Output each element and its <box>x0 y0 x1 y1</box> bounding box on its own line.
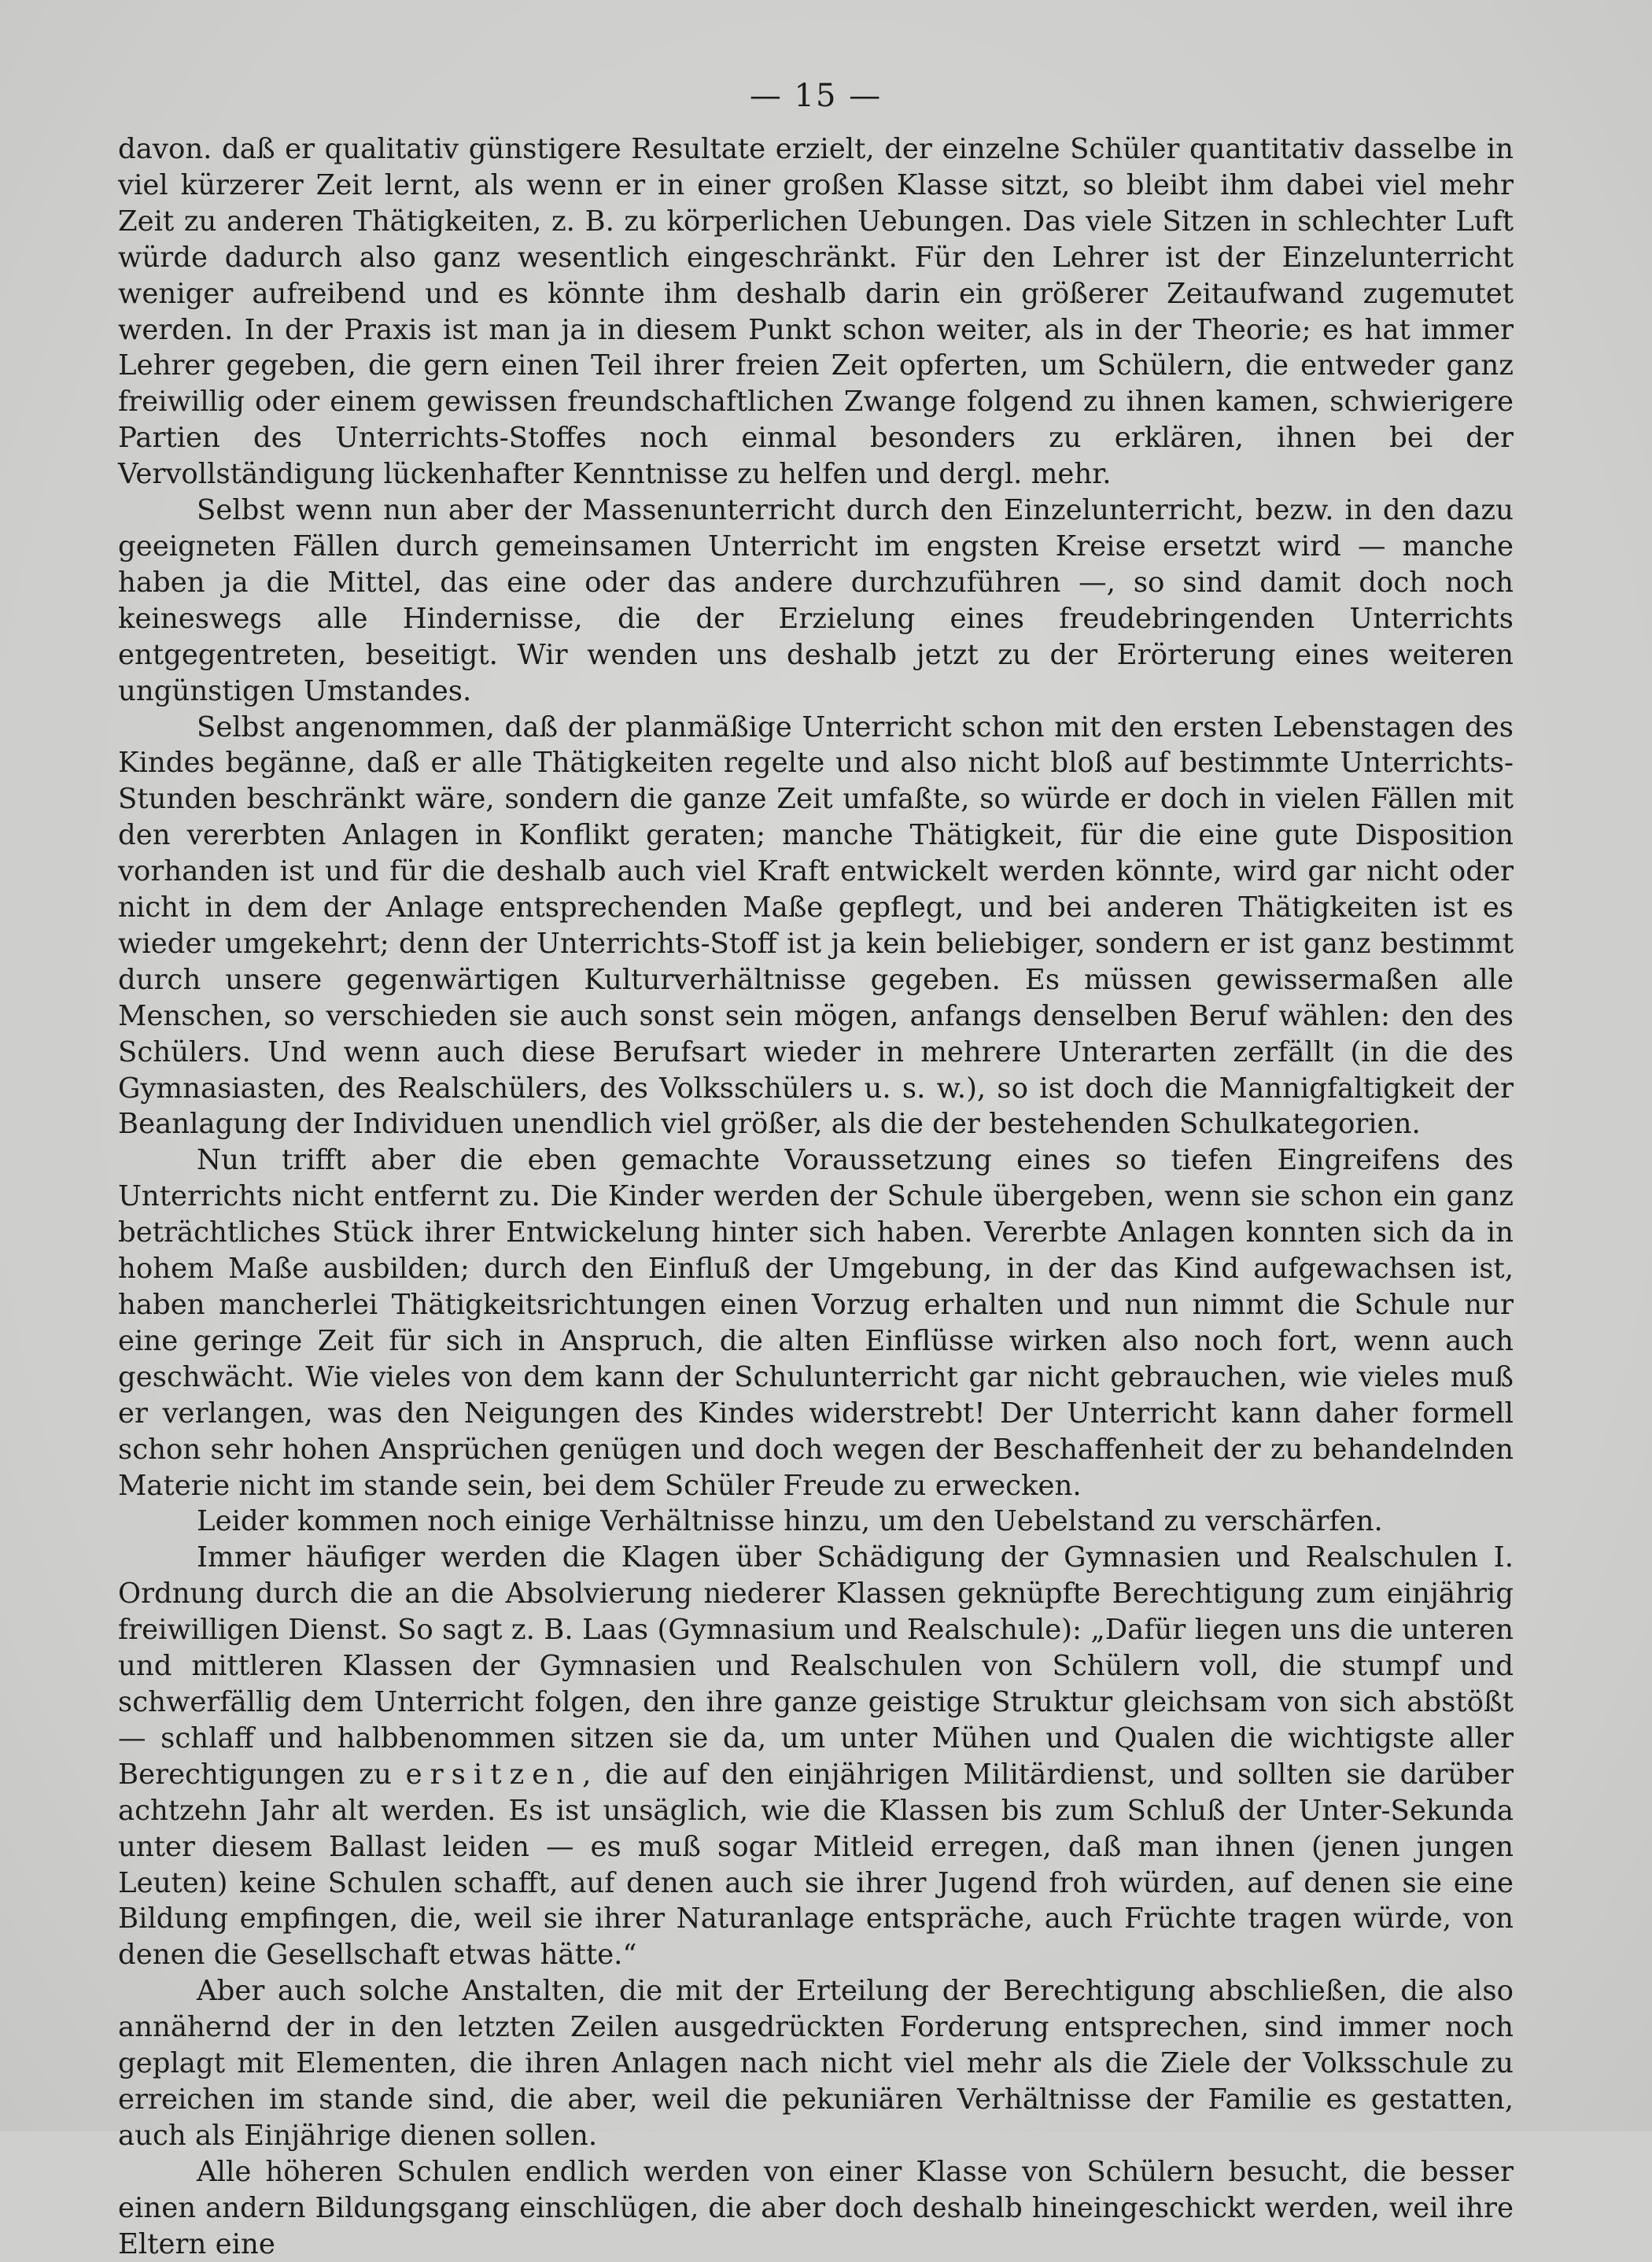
paragraph-4: Nun trifft aber die eben gemachte Voraussetzung eines so tiefen Eingreifens des Unterrichts nicht entfernt zu. Die Kinder werden der Schule übergeben, wenn sie schon ein ganz beträchtliches Stück ihrer Entwickelung hinter sich haben. Vererbte Anlagen konnten sich da in hohem Maße ausbilden; durch den Einfluß der Umgebung, in der das Kind aufgewachsen ist, haben mancherlei Thätigkeitsrichtungen einen Vorzug erhalten und nun nimmt die Schule nur eine geringe Zeit für sich in Anspruch, die alten Einflüsse wirken also noch fort, wenn auch geschwächt. Wie vieles von dem kann der Schulunterricht gar nicht gebrauchen, wie vieles muß er verlangen, was den Neigungen des Kindes widerstrebt! Der Unterricht kann daher formell schon sehr hohen Ansprüchen genügen und doch wegen der Beschaffenheit der zu behandelnden Materie nicht im stande sein, bei dem Schüler Freude zu erwecken. <box>118 1144 1514 1502</box>
spaced-emphasis-word: ersitzen <box>405 1758 583 1791</box>
paragraph-3: Selbst angenommen, daß der planmäßige Unterricht schon mit den ersten Lebenstagen des Kindes begänne, daß er alle Thätigkeiten regelte und also nicht bloß auf bestimmte Unterrichts-Stunden beschränkt wäre, sondern die ganze Zeit umfaßte, so würde er doch in vielen Fällen mit den vererbten Anlagen in Konflikt geraten; manche Thätigkeit, für die eine gute Disposition vorhanden ist und für die deshalb auch viel Kraft entwickelt werden könnte, wird gar nicht oder nicht in dem der Anlage entsprechenden Maße gepflegt, und bei anderen Thätigkeiten ist es wieder umgekehrt; denn der Unterrichts-Stoff ist ja kein beliebiger, sondern er ist ganz bestimmt durch unsere gegenwärtigen Kulturverhältnisse gegeben. Es müssen gewissermaßen alle Menschen, so verschieden sie auch sonst sein mögen, anfangs denselben Beruf wählen: den des Schülers. Und wenn auch diese Berufsart wieder in mehrere Unterarten zerfällt (in die des Gymnasiasten, des Realschülers, des Volksschülers u. s. w.), so ist doch die Mannigfaltigkeit der Beanlagung der Individuen unendlich viel größer, als die der bestehenden Schulkategorien. <box>118 710 1514 1141</box>
paragraph-8: Alle höheren Schulen endlich werden von einer Klasse von Schülern besucht, die besser einen andern Bildungsgang einschlügen, die aber doch deshalb hineingeschickt werden, weil ihre Eltern eine <box>118 2155 1514 2260</box>
paragraph-6 <box>118 1540 1514 1973</box>
paragraph-5: Leider kommen noch einige Verhältnisse hinzu, um den Uebelstand zu verschärfen. <box>197 1505 1383 1538</box>
paragraph-1: davon. daß er qualitativ günstigere Resultate erzielt, der einzelne Schüler quantitativ dasselbe in viel kürzerer Zeit lernt, als wenn er in einer großen Klasse sitzt, so bleibt ihm dabei viel mehr Zeit zu anderen Thätigkeiten, z. B. zu körperlichen Uebungen. Das viele Sitzen in schlechter Luft würde dadurch also ganz wesentlich eingeschränkt. Für den Lehrer ist der Einzelunterricht weniger aufreibend und es könnte ihm deshalb darin ein größerer Zeitaufwand zugemutet werden. In der Praxis ist man ja in diesem Punkt schon weiter, als in der Theorie; es hat immer Lehrer gegeben, die gern einen Teil ihrer freien Zeit opferten, um Schülern, die entweder ganz freiwillig oder einem gewissen freundschaftlichen Zwange folgend zu ihnen kamen, schwierigere Partien des Unterrichts-Stoffes noch einmal besonders zu erklären, ihnen bei der Vervollständigung lückenhafter Kenntnisse zu helfen und dergl. mehr. <box>118 133 1514 491</box>
page-number: — 15 — <box>749 78 883 114</box>
paragraph-6-text-after: , die auf den einjährigen Militärdienst, und sollten sie darüber achtzehn Jahr alt werden. Es ist unsäglich, wie die Klassen bis zum Schluß der Unter-Sekunda unter diesem Ballast leiden — es muß sogar Mitleid erregen, daß man ihnen (jenen jungen Leuten) keine Schulen schafft, auf denen auch sie ihrer Jugend froh würden, auf denen sie eine Bildung empfingen, die, weil sie ihrer Naturanlage entspräche, auch Früchte tragen würde, von denen die Gesellschaft etwas hätte.“ <box>118 1758 1514 1972</box>
paragraph-7: Aber auch solche Anstalten, die mit der Erteilung der Berechtigung abschließen, die also annähernd der in den letzten Zeilen ausgedrückten Forderung entsprechen, sind immer noch geplagt mit Elementen, die ihren Anlagen nach nicht viel mehr als die Ziele der Volksschule zu erreichen im stande sind, die aber, weil die pekuniären Verhältnisse der Familie es gestatten, auch als Einjährige dienen sollen. <box>118 1975 1514 2152</box>
paragraph-6-text-before: Immer häufiger werden die Klagen über Schädigung der Gymnasien und Realschulen I. Ordnung durch die an die Absolvierung niederer Klassen geknüpfte Berechtigung zum einjährig freiwilligen Dienst. So sagt z. B. Laas (Gymnasium und Realschule): „Dafür liegen uns die unteren und mittleren Klassen der Gymnasien und Realschulen von Schülern voll, die stumpf und schwerfällig dem Unterricht folgen, den ihre ganze geistige Struktur gleichsam von sich abstößt — schlaff und halbbenommen sitzen sie da, um unter Mühen und Qualen die wichtigste aller Berechtigungen zu <box>118 1541 1514 1791</box>
body-text <box>118 131 1514 2262</box>
paragraph-2: Selbst wenn nun aber der Massenunterricht durch den Einzelunterricht, bezw. in den dazu geeigneten Fällen durch gemeinsamen Unterricht im engsten Kreise ersetzt wird — manche haben ja die Mittel, das eine oder das andere durchzuführen —, so sind damit doch noch keineswegs alle Hindernisse, die der Erzielung eines freudebringenden Unterrichts entgegentreten, beseitigt. Wir wenden uns deshalb jetzt zu der Erörterung eines weiteren ungünstigen Umstandes. <box>118 494 1514 707</box>
